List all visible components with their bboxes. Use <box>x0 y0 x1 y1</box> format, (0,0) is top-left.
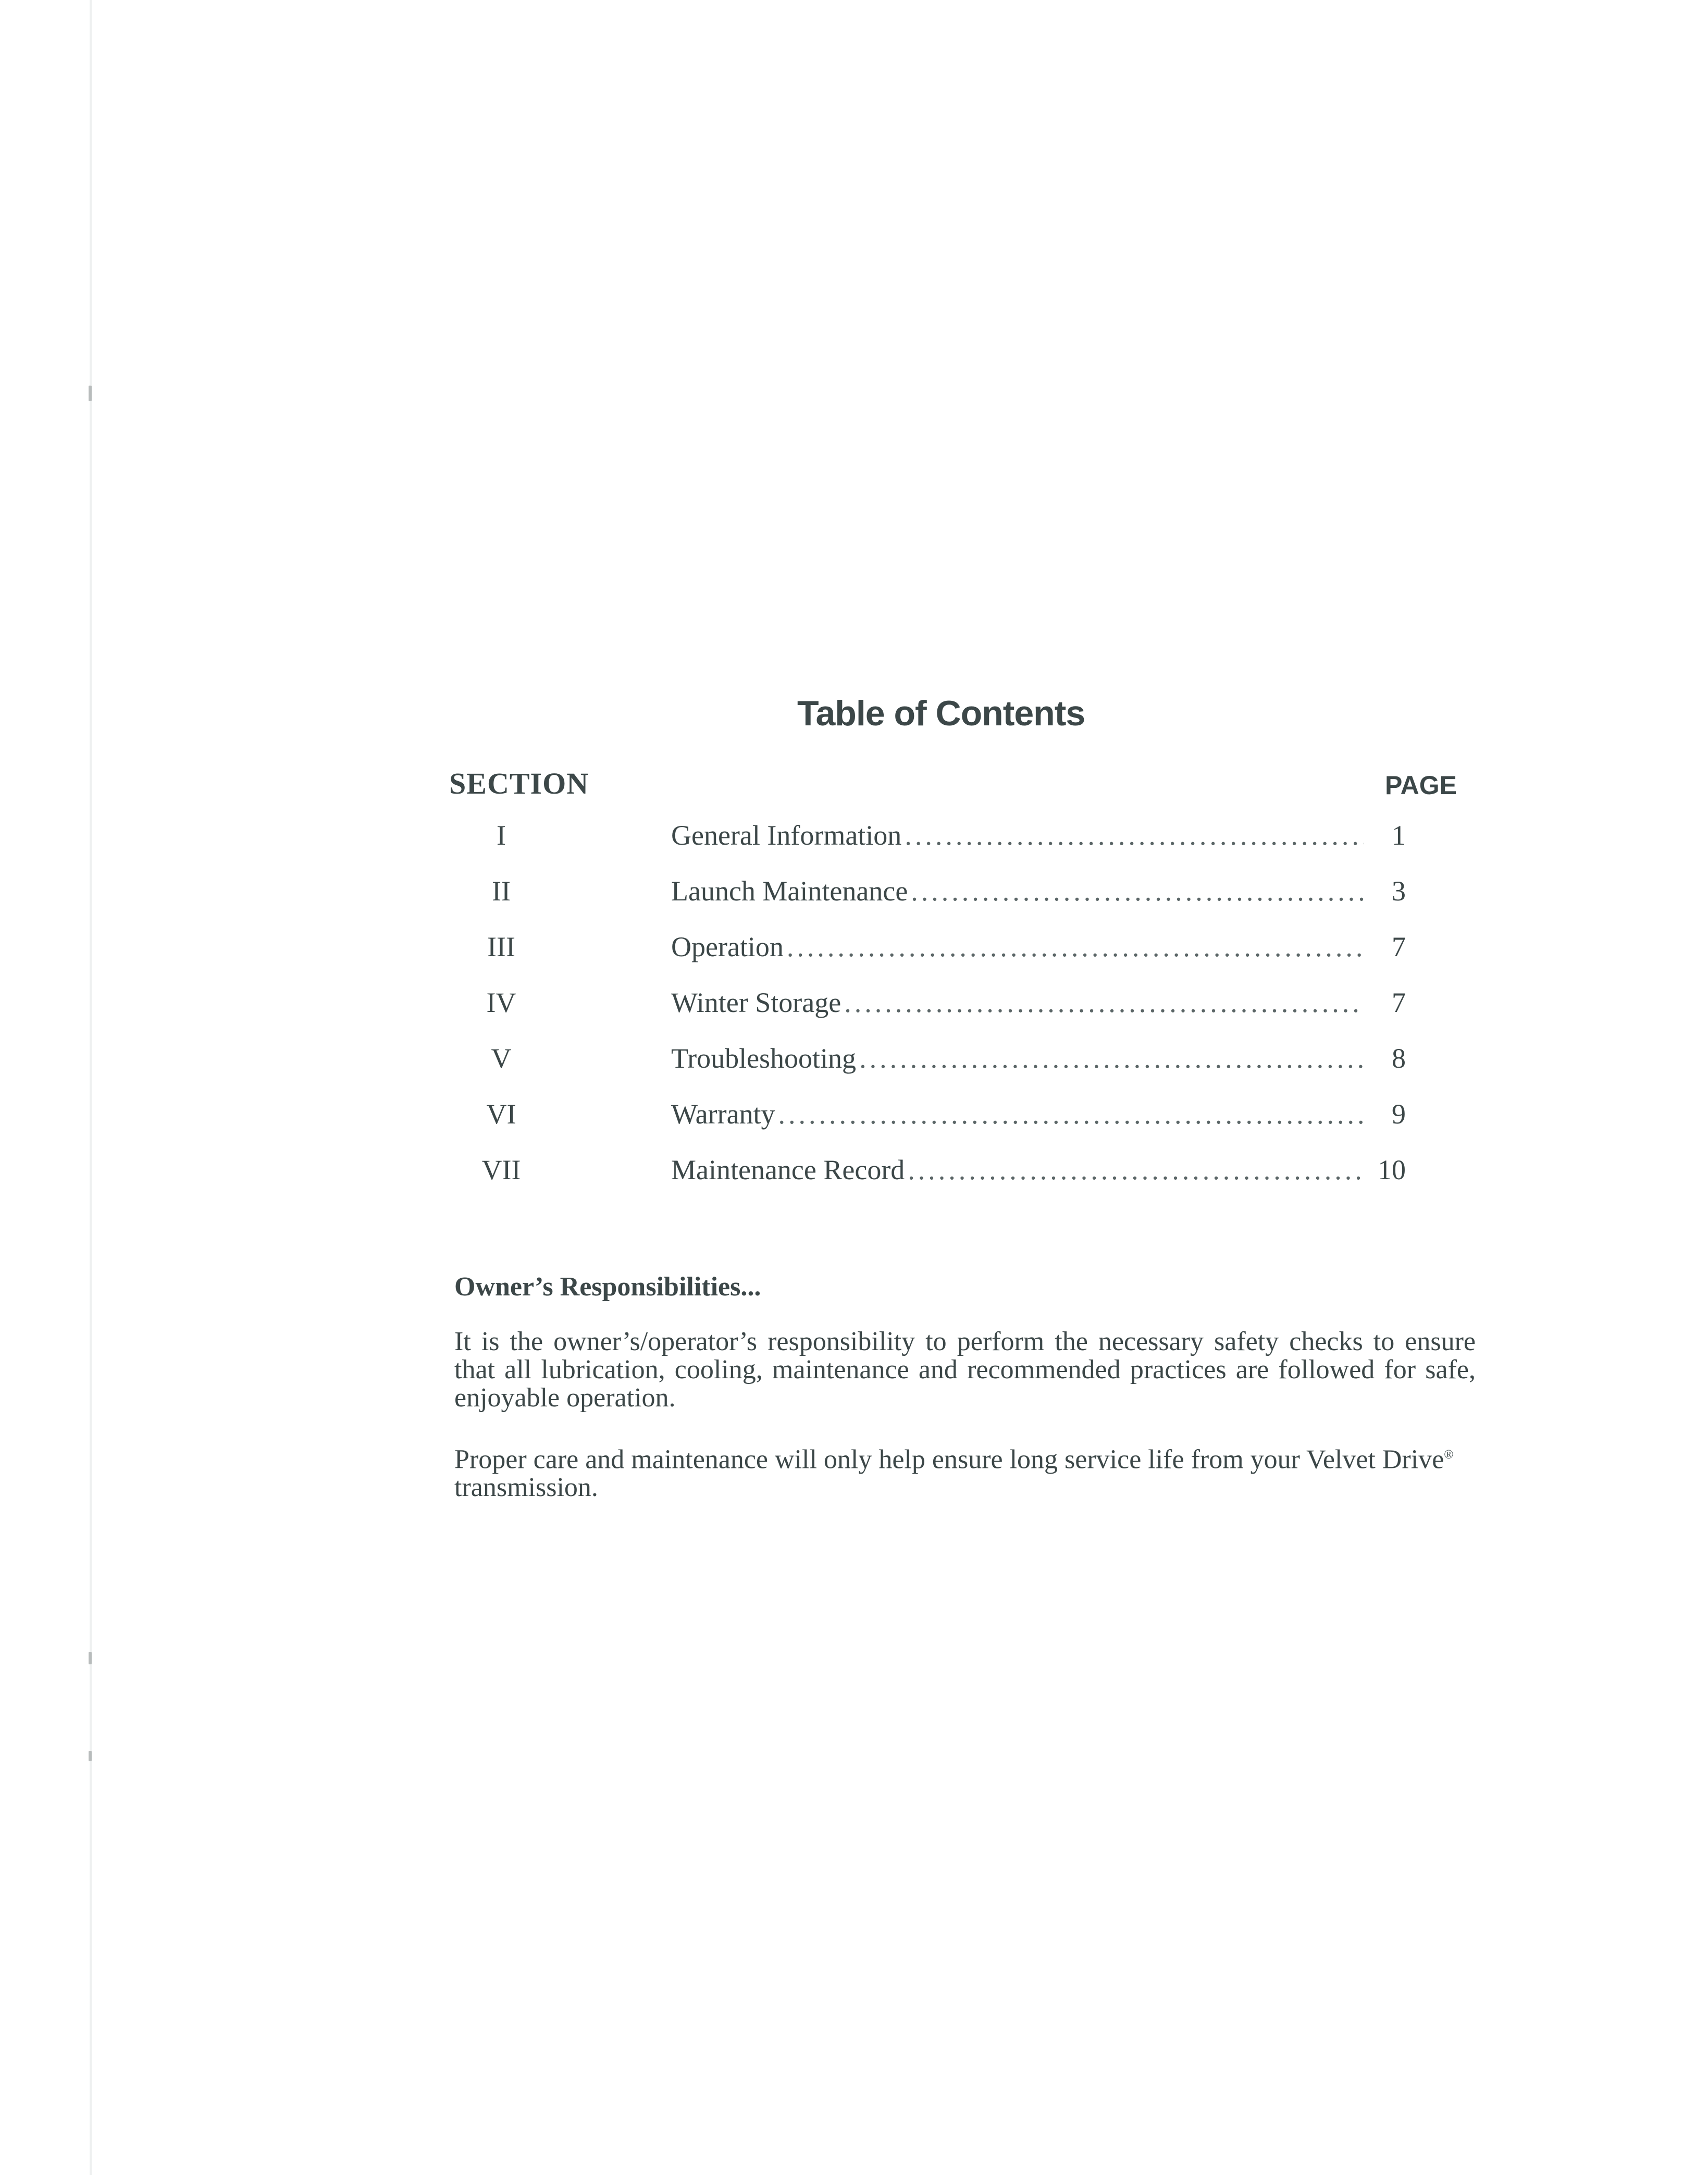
toc-row[interactable] <box>449 986 1470 1042</box>
toc-link[interactable]: General Information <box>671 820 902 851</box>
page-number: 10 <box>1378 1154 1406 1185</box>
care-paragraph-text-end: transmission. <box>454 1473 598 1503</box>
toc-row[interactable] <box>449 1154 1470 1209</box>
toc-row[interactable] <box>449 931 1470 986</box>
responsibilities-paragraph: It is the owner’s/operator’s responsibility to perform the necessary safety checks to ensure that all lubrication, cooling, maintenance and recommended practices are followed for safe, enjoyable operation. <box>454 1327 1476 1413</box>
dot-leader <box>908 1154 1364 1186</box>
toc-link[interactable]: Winter Storage <box>671 987 841 1018</box>
section-number: II <box>492 875 511 907</box>
dot-leader <box>844 986 1364 1019</box>
dot-leader <box>905 819 1364 851</box>
section-number: I <box>497 820 506 851</box>
toc-row[interactable] <box>449 1098 1470 1154</box>
toc-entry <box>671 986 1364 1019</box>
toc-entry <box>671 1042 1364 1074</box>
toc-link[interactable]: Maintenance Record <box>671 1154 905 1185</box>
section-number: VI <box>486 1098 516 1130</box>
toc-row[interactable] <box>449 875 1470 931</box>
toc-row[interactable] <box>449 1042 1470 1098</box>
toc-link[interactable]: Operation <box>671 931 784 962</box>
toc-entry <box>671 1154 1364 1186</box>
dot-leader <box>787 931 1364 963</box>
care-paragraph-text: Proper care and maintenance will only help ensure long service life from your Velvet Drive <box>454 1444 1444 1475</box>
toc-entry <box>671 931 1364 963</box>
page-number: 7 <box>1392 987 1406 1018</box>
page-number: 8 <box>1392 1043 1406 1074</box>
section-column-header: SECTION <box>449 767 589 800</box>
section-number: III <box>487 931 515 962</box>
dot-leader <box>911 875 1364 907</box>
page-title: Table of Contents <box>797 694 1085 733</box>
dot-leader <box>859 1042 1364 1074</box>
page-number: 9 <box>1392 1098 1406 1130</box>
toc-entry <box>671 875 1364 907</box>
registered-mark: ® <box>1444 1448 1454 1462</box>
toc-entry <box>671 1098 1364 1130</box>
toc-link[interactable]: Warranty <box>671 1098 775 1130</box>
care-paragraph <box>454 1441 1476 1502</box>
page-number: 7 <box>1392 931 1406 962</box>
toc-link[interactable]: Launch Maintenance <box>671 875 908 907</box>
toc-link[interactable]: Troubleshooting <box>671 1043 857 1074</box>
dot-leader <box>778 1098 1364 1130</box>
page-number: 3 <box>1392 875 1406 907</box>
toc-row[interactable] <box>449 819 1470 875</box>
section-number: V <box>491 1043 512 1074</box>
responsibilities-heading: Owner’s Responsibilities... <box>454 1272 761 1302</box>
section-number: VII <box>481 1154 521 1185</box>
page-column-header: PAGE <box>1385 771 1457 800</box>
page-number: 1 <box>1392 820 1406 851</box>
toc-entry <box>671 819 1364 851</box>
section-number: IV <box>486 987 516 1018</box>
toc-list <box>449 819 1470 1209</box>
